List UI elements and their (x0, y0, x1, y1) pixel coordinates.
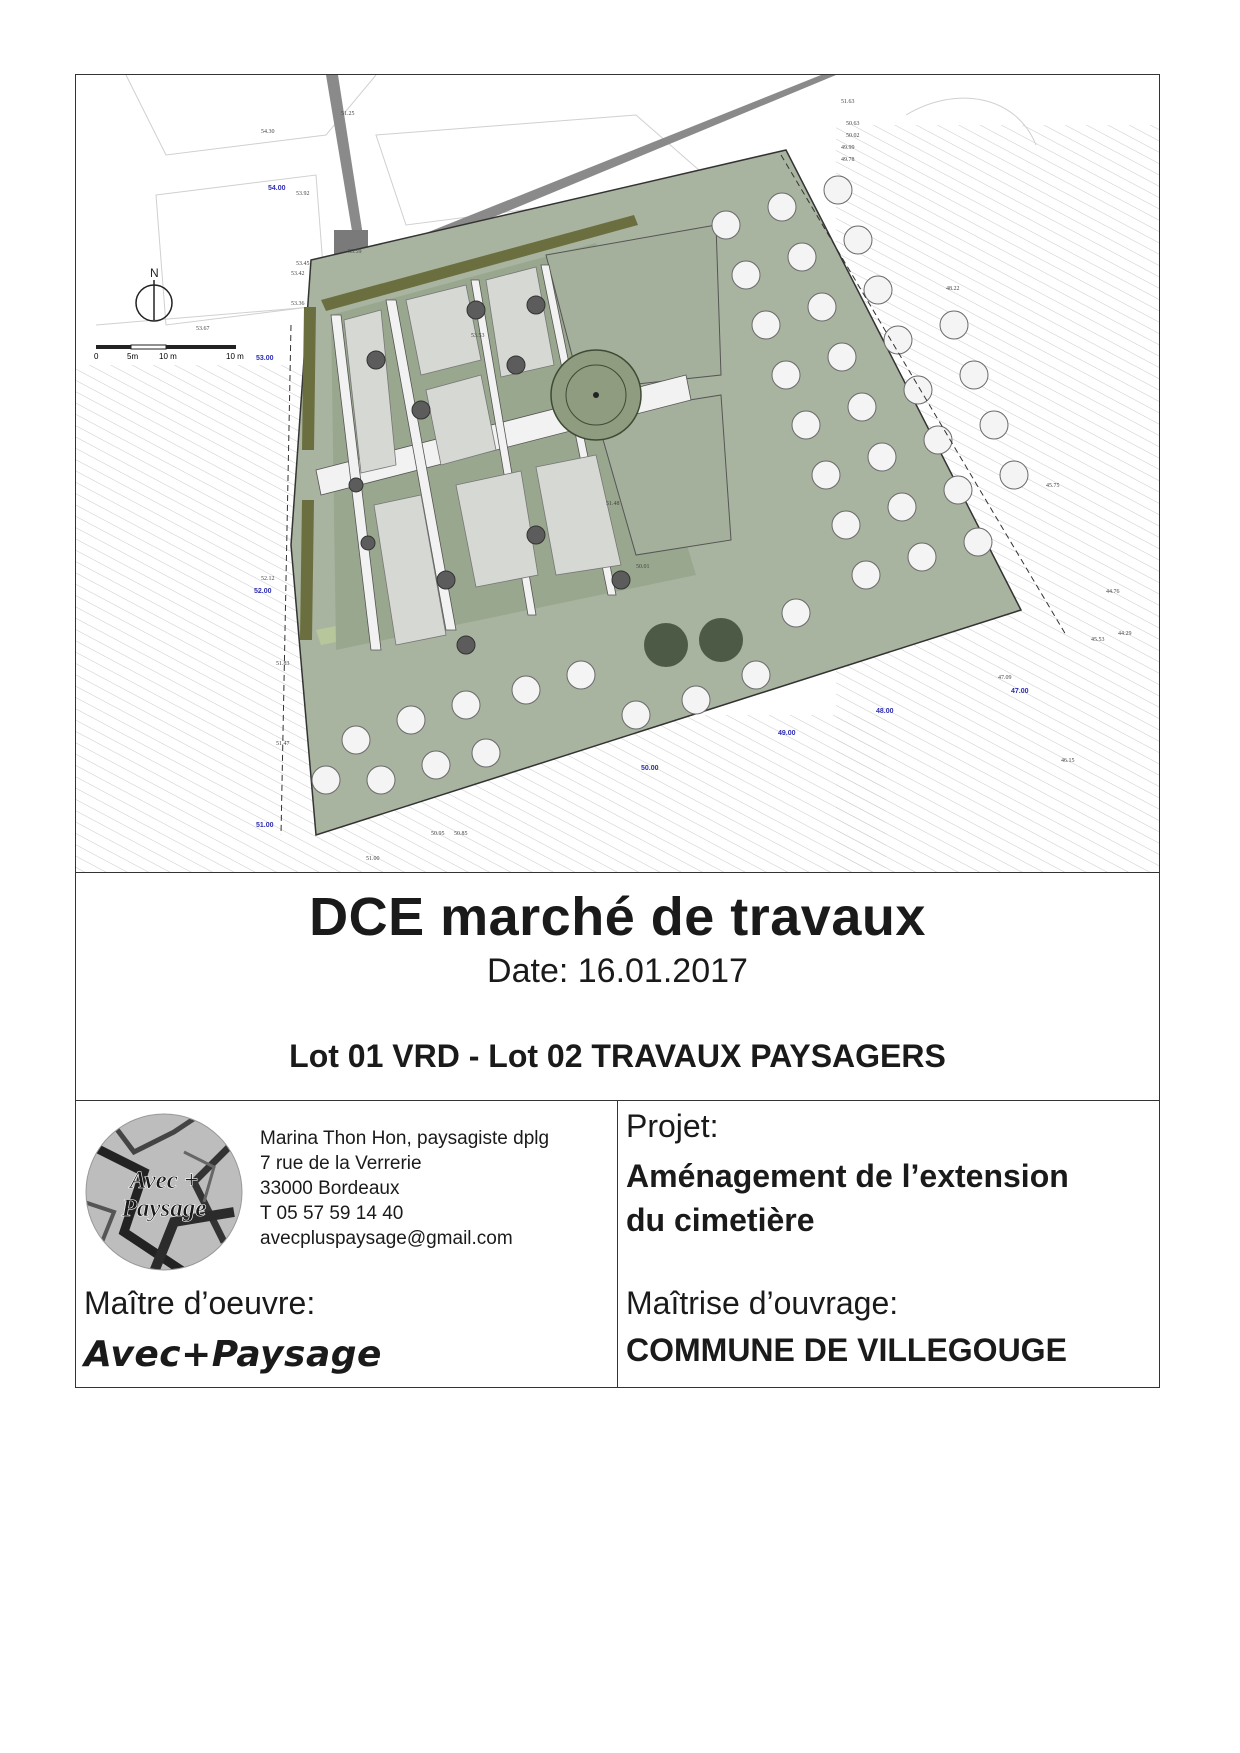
contour-label: 54.00 (268, 185, 286, 192)
drawing-sheet (75, 74, 1160, 1388)
address-line: 7 rue de la Verrerie (260, 1153, 422, 1174)
address-line: 33000 Bordeaux (260, 1178, 400, 1199)
scale-label-2: 10 m (159, 352, 177, 361)
scale-bar (94, 345, 244, 361)
contour-label: 53.00 (256, 355, 274, 362)
designer-address (260, 1126, 549, 1251)
project-panel (618, 1100, 1159, 1387)
projet-label: Projet: (626, 1108, 719, 1144)
address-line: T 05 57 59 14 40 (260, 1203, 404, 1224)
spot-height: 52.12 (261, 576, 275, 582)
contour-label: 52.00 (254, 588, 272, 595)
maitre-oeuvre-label: Maître d’oeuvre: (84, 1285, 316, 1321)
spot-height: 45.75 (1046, 483, 1060, 489)
spot-height: 50.95 (431, 831, 445, 837)
email[interactable]: avecpluspaysage@gmail.com (260, 1228, 513, 1249)
spot-height: 54.30 (261, 129, 275, 135)
hedge-west-upper (302, 307, 316, 450)
spot-height: 49.78 (841, 157, 855, 163)
vineyard-west (76, 365, 326, 872)
spot-height: 51.83 (276, 661, 290, 667)
spot-height: 50.63 (846, 121, 860, 127)
info-block (76, 1100, 1159, 1387)
site-plan-drawing (76, 75, 1159, 872)
spot-height: 45.53 (1091, 637, 1105, 643)
avec-paysage-logo (84, 1112, 244, 1272)
designer-panel (76, 1100, 618, 1387)
spot-height: 47.09 (998, 675, 1012, 681)
spot-height: 53.36 (291, 301, 305, 307)
hedge-west-lower (300, 500, 314, 640)
scale-label-0: 0 (94, 352, 99, 361)
maitrise-ouvrage-name: COMMUNE DE VILLEGOUGE (626, 1332, 1067, 1368)
contour-label: 47.00 (1011, 688, 1029, 695)
projet-name-line: Aménagement de l’extension (626, 1158, 1069, 1194)
svg-text:Paysage: Paysage (121, 1195, 207, 1222)
spot-height: 50.02 (846, 133, 860, 139)
lots-line: Lot 01 VRD - Lot 02 TRAVAUX PAYSAGERS (289, 1038, 946, 1074)
scale-label-3: 10 m (226, 352, 244, 361)
document-title: DCE marché de travaux (309, 887, 926, 947)
maitre-oeuvre-name: Avec+Paysage (84, 1334, 382, 1375)
spot-height: 53.45 (296, 261, 310, 267)
spot-height: 51.63 (841, 99, 855, 105)
spot-height: 51.47 (276, 741, 290, 747)
document-date: Date: 16.01.2017 (487, 952, 748, 990)
spot-height: 53.42 (291, 271, 305, 277)
contour-label: 51.00 (256, 822, 274, 829)
spot-height: 53.67 (196, 326, 210, 332)
contour-label: 48.00 (876, 708, 894, 715)
spot-height: 53.53 (471, 333, 485, 339)
contour-label: 50.00 (641, 765, 659, 772)
spot-height: 49.99 (841, 145, 855, 151)
spot-height: 53.59 (348, 249, 362, 255)
title-block (76, 872, 1159, 1101)
spot-height: 44.76 (1106, 589, 1120, 595)
spot-height: 46.15 (1061, 758, 1075, 764)
north-label: N (150, 266, 159, 280)
maitrise-ouvrage-label: Maîtrise d’ouvrage: (626, 1285, 899, 1321)
spot-height: 50.85 (454, 831, 468, 837)
site-plan (76, 75, 1159, 873)
spot-height: 51.00 (366, 856, 380, 862)
svg-text:Avec +: Avec + (129, 1167, 199, 1194)
contour-label: 49.00 (778, 730, 796, 737)
spot-height: 48.22 (946, 286, 960, 292)
access-road (326, 75, 366, 255)
spot-height: 50.01 (636, 564, 650, 570)
spot-height: 53.92 (296, 191, 310, 197)
projet-name-line: du cimetière (626, 1202, 815, 1238)
spot-height: 51.25 (341, 111, 355, 117)
address-line: Marina Thon Hon, paysagiste dplg (260, 1128, 550, 1149)
scale-label-1: 5m (127, 352, 139, 361)
projet-name (626, 1154, 1156, 1242)
north-arrow (136, 266, 172, 321)
specimen-tree (551, 350, 641, 440)
spot-height: 44.29 (1118, 631, 1132, 637)
spot-height: 51.48 (606, 501, 620, 507)
